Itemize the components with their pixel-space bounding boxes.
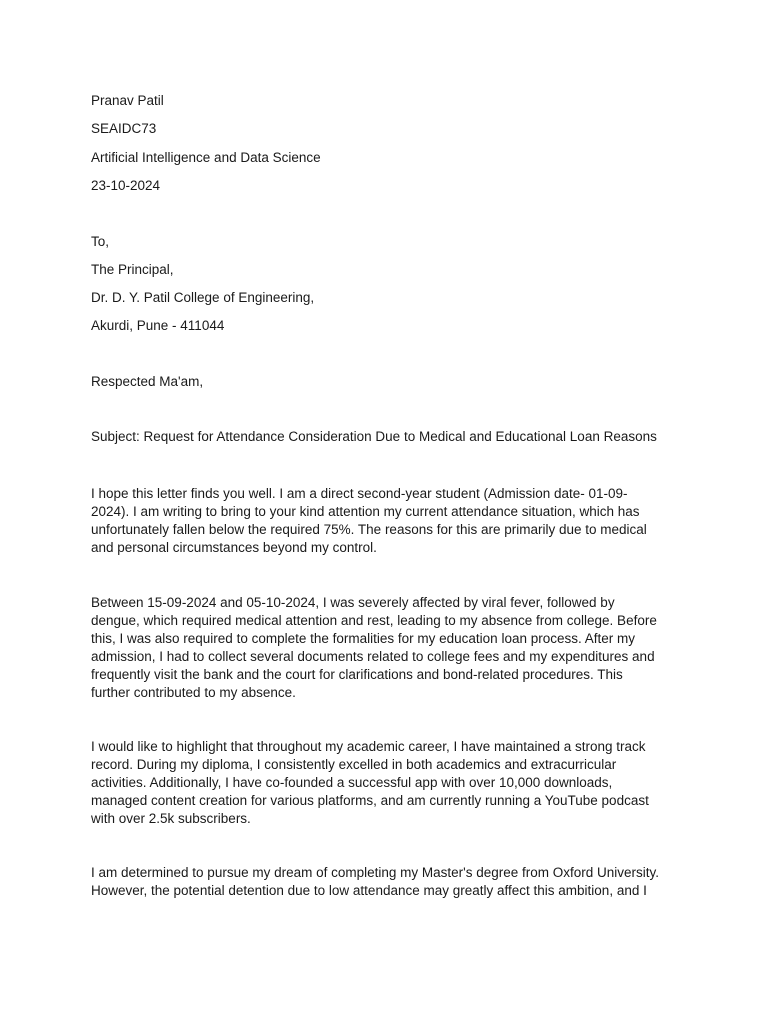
paragraph-line: further contributed to my absence. <box>91 685 296 700</box>
paragraph-intro <box>91 485 681 557</box>
paragraph-line: I hope this letter finds you well. I am a direct second-year student (Admission date- 01-09- <box>91 486 628 501</box>
paragraph-line: I am determined to pursue my dream of completing my Master's degree from Oxford University. <box>91 865 660 880</box>
paragraph-line: this, I was also required to complete the formalities for my education loan process. After my <box>91 631 635 646</box>
letter-date: 23-10-2024 <box>91 178 161 193</box>
paragraph-line: admission, I had to collect several documents related to college fees and my expenditures and <box>91 649 655 664</box>
recipient-to: To, <box>91 234 110 249</box>
sender-id: SEAIDC73 <box>91 121 157 136</box>
paragraph-line: activities. Additionally, I have co-founded a successful app with over 10,000 downloads, <box>91 775 613 790</box>
paragraph-medical <box>91 594 681 702</box>
subject-line: Subject: Request for Attendance Consideration Due to Medical and Educational Loan Reasons <box>91 429 657 444</box>
paragraph-line: I would like to highlight that throughout my academic career, I have maintained a strong track <box>91 739 646 754</box>
paragraph-line: However, the potential detention due to low attendance may greatly affect this ambition, and I <box>91 883 647 898</box>
paragraph-line: Between 15-09-2024 and 05-10-2024, I was severely affected by viral fever, followed by <box>91 595 615 610</box>
recipient-address: Akurdi, Pune - 411044 <box>91 318 225 333</box>
paragraph-line: frequently visit the bank and the court for clarifications and bond-related procedures. This <box>91 667 623 682</box>
paragraph-line: 2024). I am writing to bring to your kind attention my current attendance situation, which has <box>91 504 640 519</box>
paragraph-line: dengue, which required medical attention and rest, leading to my absence from college. Before <box>91 613 657 628</box>
paragraph-achievements <box>91 738 681 828</box>
paragraph-ambition <box>91 864 681 900</box>
recipient-title: The Principal, <box>91 262 174 277</box>
salutation: Respected Ma'am, <box>91 374 204 389</box>
sender-name: Pranav Patil <box>91 93 164 108</box>
recipient-college: Dr. D. Y. Patil College of Engineering, <box>91 290 315 305</box>
sender-department: Artificial Intelligence and Data Science <box>91 150 321 165</box>
paragraph-line: record. During my diploma, I consistently excelled in both academics and extracurricular <box>91 757 617 772</box>
paragraph-line: with over 2.5k subscribers. <box>91 811 251 826</box>
paragraph-line: and personal circumstances beyond my control. <box>91 540 377 555</box>
paragraph-line: unfortunately fallen below the required 75%. The reasons for this are primarily due to medical <box>91 522 647 537</box>
paragraph-line: managed content creation for various platforms, and am currently running a YouTube podcast <box>91 793 649 808</box>
